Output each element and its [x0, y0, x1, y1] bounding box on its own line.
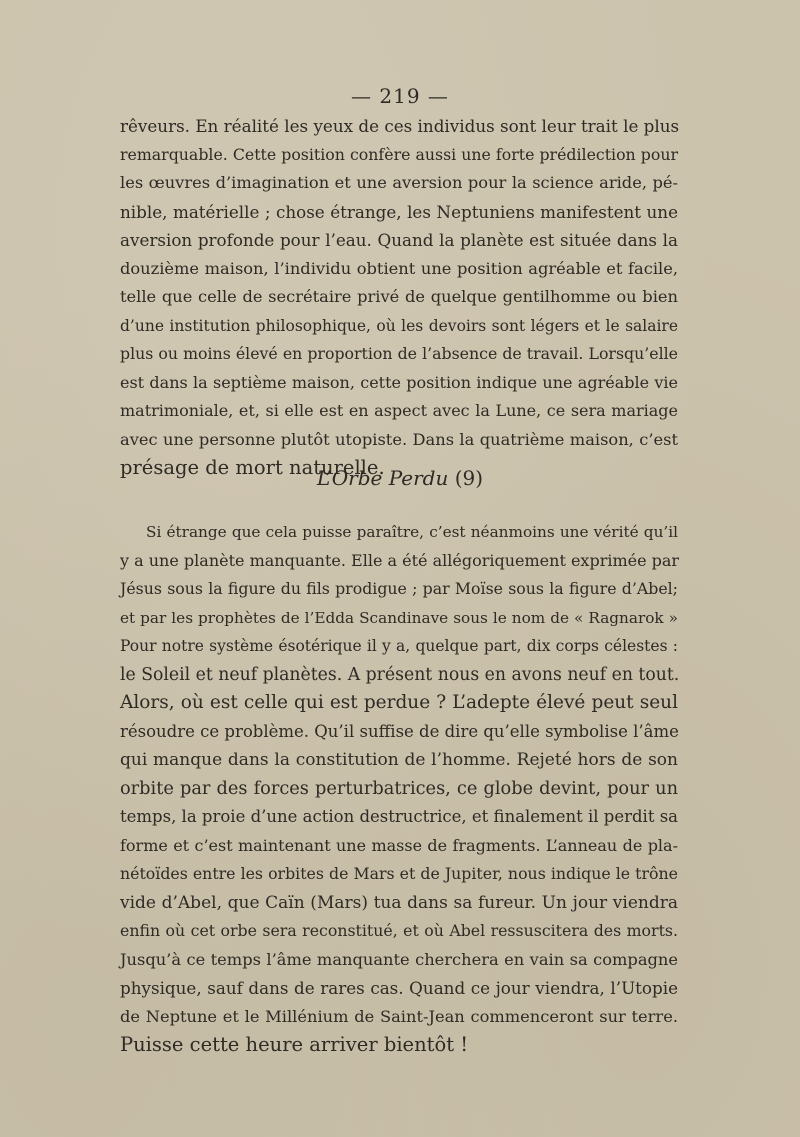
text-line: Jusqu’à ce temps l’âme manquante cherchera en vain sa compagne — [120, 949, 678, 969]
paragraph-neptune-houses — [120, 112, 678, 483]
paragraph-lost-orb — [120, 518, 678, 1060]
text-line: enfin où cet orbe sera reconstitué, et où Abel ressuscitera des morts. — [120, 921, 678, 940]
text-line: forme et c’est maintenant une masse de fragments. L’anneau de pla- — [120, 835, 678, 855]
text-line: présage de mort naturelle. — [120, 456, 385, 479]
text-line: Alors, où est celle qui est perdue ? L’adepte élevé peut seul — [120, 692, 678, 713]
text-line: y a une planète manquante. Elle a été allégoriquement exprimée par — [120, 550, 680, 570]
text-line: et par les prophètes de l’Edda Scandinave sous le nom de « Ragnarok » — [120, 608, 678, 627]
text-line: Jésus sous la figure du fils prodigue ; par Moïse sous la figure d’Abel; — [120, 579, 678, 598]
text-line: aversion profonde pour l’eau. Quand la planète est située dans la — [120, 230, 678, 250]
text-line: orbite par des forces perturbatrices, ce globe devint, pour un — [120, 778, 678, 799]
text-line: Puisse cette heure arriver bientôt ! — [120, 1033, 469, 1056]
section-heading — [0, 466, 800, 490]
text-line: d’une institution philosophique, où les devoirs sont légers et le salaire — [120, 316, 678, 335]
text-line: Si étrange que cela puisse paraître, c’est néanmoins une vérité qu’il — [146, 523, 678, 541]
text-line: nible, matérielle ; chose étrange, les Neptuniens manifestent une — [120, 201, 678, 222]
text-line: plus ou moins élevé en proportion de l’absence de travail. Lorsqu’elle — [120, 344, 678, 363]
text-line: remarquable. Cette position confère aussi une forte prédilection pour — [120, 144, 678, 164]
text-line: avec une personne plutôt utopiste. Dans la quatrième maison, c’est — [120, 429, 678, 449]
text-line: matrimoniale, et, si elle est en aspect avec la Lune, ce sera mariage — [120, 401, 678, 420]
text-line: physique, sauf dans de rares cas. Quand ce jour viendra, l’Utopie — [120, 978, 678, 998]
page-number: — 219 — — [351, 84, 449, 108]
text-line: de Neptune et le Millénium de Saint-Jean commenceront sur terre. — [120, 1006, 678, 1026]
text-line: douzième maison, l’individu obtient une position agréable et facile, — [120, 258, 678, 278]
text-line: le Soleil et neuf planètes. A présent nous en avons neuf en tout. — [120, 664, 680, 685]
text-line: qui manque dans la constitution de l’homme. Rejeté hors de son — [120, 750, 678, 770]
text-line: telle que celle de secrétaire privé de quelque gentilhomme ou bien — [120, 287, 678, 306]
text-line: résoudre ce problème. Qu’il suffise de dire qu’elle symbolise l’âme — [120, 721, 679, 741]
text-line: est dans la septième maison, cette position indique une agréable vie — [120, 372, 678, 392]
text-line: rêveurs. En réalité les yeux de ces individus sont leur trait le plus — [120, 116, 680, 136]
text-line: temps, la proie d’une action destructrice, et finalement il perdit sa — [120, 807, 679, 826]
text-line: vide d’Abel, que Caïn (Mars) tua dans sa fureur. Un jour viendra — [120, 892, 678, 913]
text-line: nétoïdes entre les orbites de Mars et de Jupiter, nous indique le trône — [120, 864, 678, 883]
text-line: les œuvres d’imagination et une aversion pour la science aride, pé- — [120, 173, 678, 192]
footnote-marker: (9) — [454, 466, 484, 490]
text-line: Pour notre système ésotérique il y a, quelque part, dix corps célestes : — [120, 637, 678, 655]
section-title: L’Orbe Perdu — [316, 466, 449, 490]
